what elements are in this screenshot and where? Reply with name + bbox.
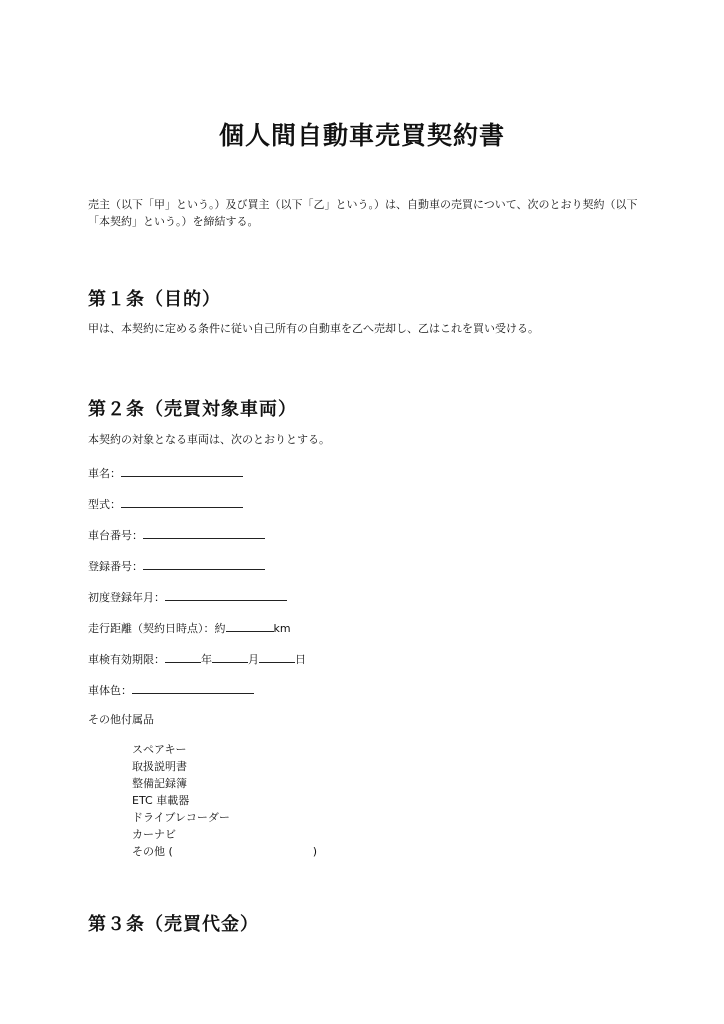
field-mileage-label: 走行距離（契約日時点）：約 (88, 622, 226, 635)
field-model-label: 型式： (88, 498, 121, 511)
list-item: ドライブレコーダー (132, 811, 230, 824)
intro-paragraph: 売主（以下「甲」という。）及び買主（以下「乙」という。）は、自動車の売買について、次のとおり契約（以下「本契約」という。）を締結する。 (88, 198, 638, 228)
field-year-label: 年 (201, 653, 212, 666)
model-blank[interactable] (121, 496, 243, 508)
list-item: スペアキー (132, 743, 187, 756)
field-chassis-no (88, 527, 265, 543)
field-car-name (88, 465, 243, 481)
field-inspection-label: 車検有効期限： (88, 653, 165, 666)
list-item-other (132, 843, 317, 860)
registration-no-blank[interactable] (143, 558, 265, 570)
chassis-no-blank[interactable] (143, 527, 265, 539)
article1-heading: 第１条（目的） (88, 289, 221, 310)
list-item: カーナビ (132, 828, 176, 841)
article1-body: 甲は、本契約に定める条件に従い自己所有の自動車を乙へ売却し、乙はこれを買い受ける。 (88, 322, 539, 335)
article2-heading: 第２条（売買対象車両） (88, 399, 297, 420)
field-registration-no-label: 登録番号： (88, 560, 143, 573)
field-color-label: 車体色： (88, 684, 132, 697)
field-first-registration (88, 589, 287, 605)
field-day-label: 日 (295, 653, 306, 666)
field-registration-no (88, 558, 265, 574)
list-item: 取扱説明書 (132, 760, 187, 773)
field-accessories-label: その他付属品 (88, 713, 154, 726)
inspection-year-blank[interactable] (165, 651, 201, 663)
accessory-list (132, 741, 317, 860)
field-mileage-unit: km (273, 622, 291, 635)
other-close: ) (312, 845, 318, 858)
list-item: 整備記録簿 (132, 777, 187, 790)
field-first-registration-label: 初度登録年月： (88, 591, 165, 604)
other-open: その他 ( (132, 845, 173, 858)
field-color (88, 682, 254, 698)
field-accessories (88, 713, 154, 727)
field-inspection-expiry (88, 651, 306, 667)
inspection-month-blank[interactable] (212, 651, 248, 663)
inspection-day-blank[interactable] (259, 651, 295, 663)
mileage-blank[interactable] (226, 620, 274, 632)
first-registration-blank[interactable] (165, 589, 287, 601)
field-month-label: 月 (248, 653, 259, 666)
list-item: ETC 車載器 (132, 794, 190, 807)
field-model (88, 496, 243, 512)
field-chassis-no-label: 車台番号： (88, 529, 143, 542)
article3-heading: 第３条（売買代金） (88, 914, 259, 935)
article2-body: 本契約の対象となる車両は、次のとおりとする。 (88, 433, 330, 446)
document-title: 個人間自動車売買契約書 (218, 121, 505, 150)
field-mileage (88, 620, 291, 636)
car-name-blank[interactable] (121, 465, 243, 477)
color-blank[interactable] (132, 682, 254, 694)
field-car-name-label: 車名： (88, 467, 121, 480)
